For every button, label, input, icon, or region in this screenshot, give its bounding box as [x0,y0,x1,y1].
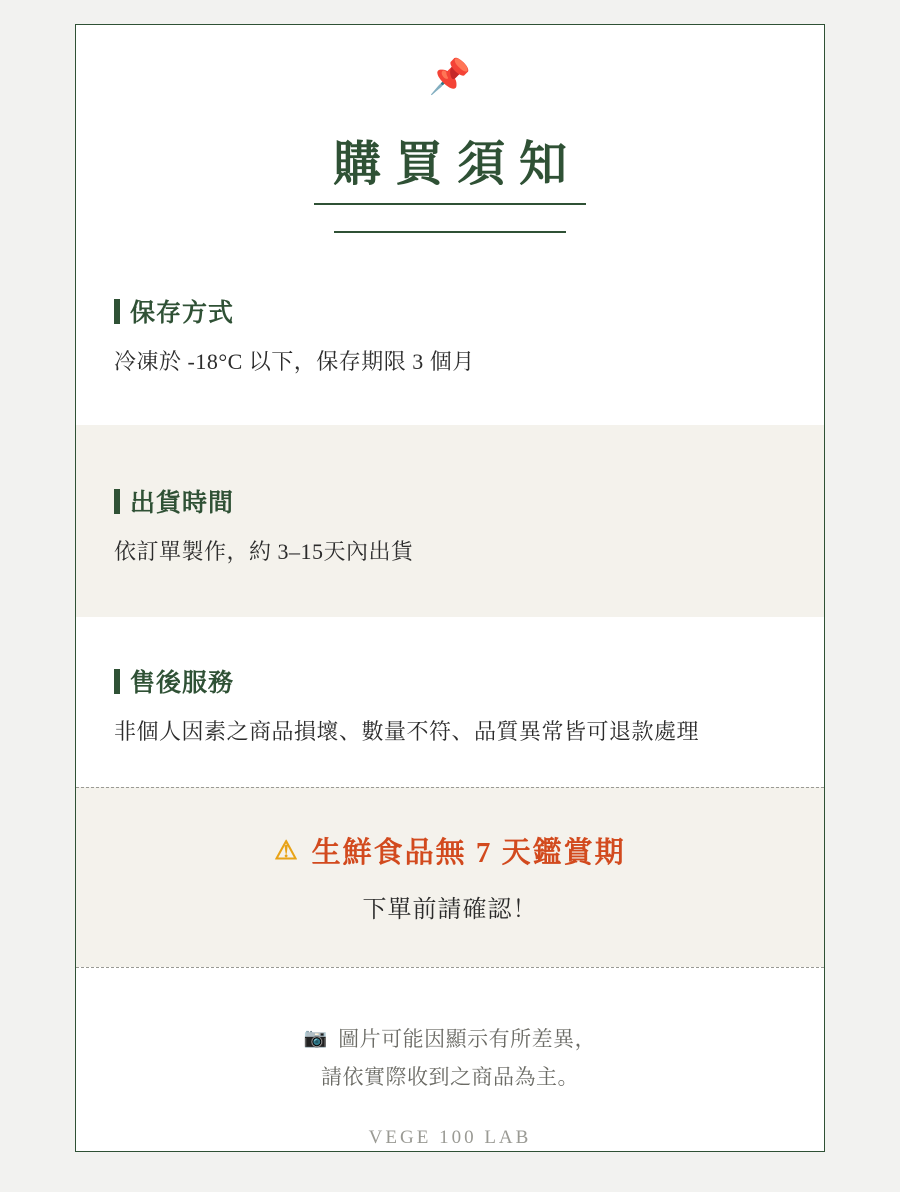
warning-text: 生鮮食品無 7 天鑑賞期 [311,837,626,869]
section-shipping-heading [114,483,786,519]
section-after-sales-body: 非個人因素之商品損壞、數量不符、品質異常皆可退款處理 [114,719,700,744]
warning-subtext: 下單前請確認！ [362,897,538,923]
section-shipping-title: 出貨時間 [130,490,235,517]
section-marker-icon [114,669,120,694]
camera-icon: 📷 [303,1028,329,1049]
footer-text-2: 請依實際收到之商品為主。 [321,1065,579,1089]
warning-icon: ⚠ [274,835,300,865]
footer-line-1 [304,1023,596,1053]
section-shipping-body: 依訂單製作，約 3–15天內出貨 [114,539,414,564]
section-marker-icon [114,489,120,514]
title-rules [76,203,824,233]
section-after-sales-title: 售後服務 [130,670,235,697]
title-divider-short [334,231,566,233]
section-after-sales-heading [114,663,786,699]
brand-name: VEGE 100 LAB [368,1127,532,1148]
pushpin-icon: 📌 [428,59,472,96]
section-marker-icon [114,299,120,324]
footer-note [76,967,824,1152]
title-divider-long [314,203,586,205]
section-storage-body: 冷凍於 -18°C 以下，保存期限 3 個月 [114,349,475,374]
section-shipping [76,425,824,617]
section-storage-heading [114,293,786,329]
warning-line [274,830,625,871]
section-storage [76,293,824,425]
footer-text-1: 圖片可能因顯示有所差異， [338,1027,597,1051]
page-title: 購買須知 [332,138,581,191]
divider-dashed-top [76,787,824,788]
warning-block [76,787,824,967]
section-after-sales [76,617,824,787]
section-storage-title: 保存方式 [130,300,235,327]
purchase-notice-card [75,24,825,1152]
